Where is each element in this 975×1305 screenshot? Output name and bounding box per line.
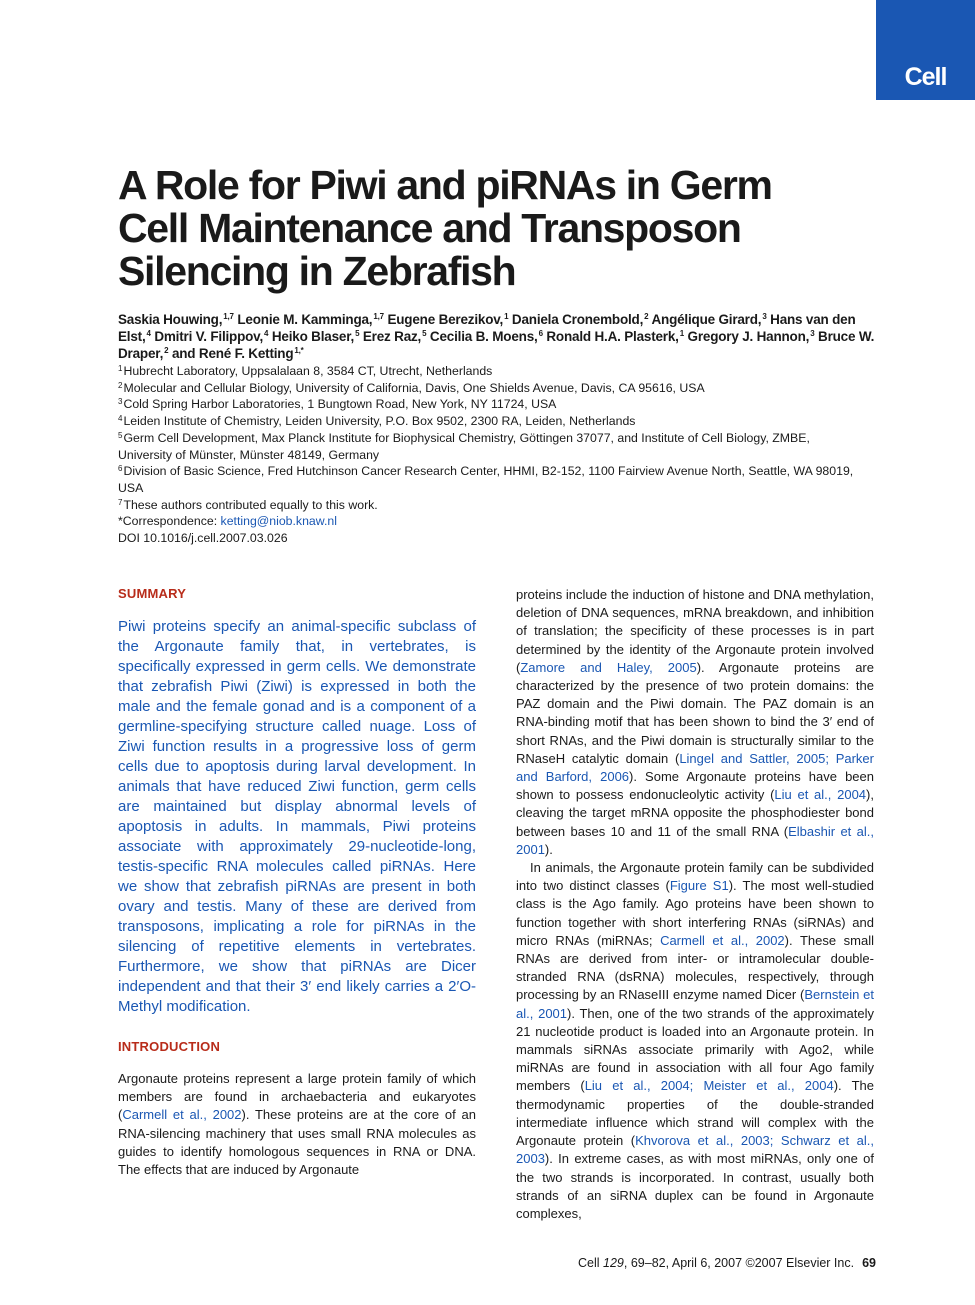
- author-name: Erez Raz,: [362, 329, 422, 344]
- correspondence: [118, 513, 858, 530]
- affiliation-text: Germ Cell Development, Max Planck Institute for Biophysical Chemistry, Göttingen 37077, and Institute of Cell Biology, ZMBE, University of Münster, Münster 48149, Germany: [118, 430, 810, 462]
- affiliation-item: [118, 497, 858, 514]
- reference-link[interactable]: Carmell et al., 2002: [660, 932, 785, 948]
- author-name: Gregory J. Hannon,: [687, 329, 810, 344]
- affiliation-text: These authors contributed equally to this work.: [123, 497, 378, 512]
- author-name: Saskia Houwing,: [118, 312, 223, 327]
- author-name: Daniela Cronembold,: [511, 312, 644, 327]
- footer-volume: 129: [603, 1256, 624, 1270]
- text-run: ). Argonaute proteins are characterized by the presence of two protein domains: the PAZ domain and the Piwi domain. The PAZ domain is an RNA-binding motif that has been shown to bind the 3′ end of short RNAs, and the Piwi domain is structurally similar to the RNaseH catalytic domain (: [516, 659, 874, 766]
- affiliation-item: [118, 463, 858, 496]
- author-list: [118, 311, 878, 362]
- text-run: proteins include the induction of histone and DNA methylation, deletion of DNA sequences, mRNA breakdown, and inhibition of translation; the specificity of these processes is in part determined by the identity of the Argonaute protein involved (: [516, 587, 874, 675]
- reference-link[interactable]: Zamore and Haley, 2005: [520, 659, 697, 675]
- affiliation-text: Hubrecht Laboratory, Uppsalalaan 8, 3584 CT, Utrecht, Netherlands: [123, 364, 493, 378]
- text-run: ). These small RNAs are derived from inter- or intramolecular double-stranded RNA (dsRNA) molecules, respectively, through processing by an RNaseIII enzyme named Dicer (: [516, 932, 874, 1003]
- affiliation-number: 1: [118, 364, 123, 373]
- affiliations: [118, 363, 858, 547]
- author-affiliation-marker: 4: [146, 329, 151, 338]
- author-name: Leonie M. Kamminga,: [237, 312, 373, 327]
- author-name: Cecilia B. Moens,: [429, 329, 538, 344]
- affiliation-number: 6: [118, 464, 123, 474]
- text-run: ), cleaving the target mRNA opposite the phosphodiester bond between bases 10 and 11 of the small RNA (: [516, 787, 874, 839]
- reference-link[interactable]: Elbashir et al., 2001: [516, 823, 874, 857]
- intro-paragraph: [118, 1070, 476, 1179]
- summary-heading: SUMMARY: [118, 586, 187, 601]
- affiliation-number: 4: [118, 414, 123, 424]
- text-run: ). These proteins are at the core of an RNA-silencing machinery that uses small RNA molecules as guides to identify homologous sequences in RNA or DNA. The effects that are induced by Argonaute: [118, 1107, 476, 1178]
- correspondence-email-link[interactable]: ketting@niob.knaw.nl: [220, 514, 337, 529]
- affiliation-text: Leiden Institute of Chemistry, Leiden University, P.O. Box 9502, 2300 RA, Leiden, Netherlands: [123, 414, 636, 429]
- text-run: In animals, the Argonaute protein family can be subdivided into two distinct classes (: [516, 860, 874, 894]
- author-affiliation-marker: 5: [355, 329, 360, 338]
- affiliation-item: [118, 430, 858, 463]
- author-name: Ronald H.A. Plasterk,: [546, 329, 679, 344]
- summary-text: Piwi proteins specify an animal-specific subclass of the Argonaute family that, in vertebrates, is specifically expressed in germ cells. We demonstrate that zebrafish Piwi (Ziwi) is expressed in both the male and the female gonad and is a component of a germline-specifying structure called nuage. Loss of Ziwi function results in a progressive loss of germ cells due to apoptosis during larval development. In animals that have reduced Ziwi function, germ cells are maintained but display abnormal levels of apoptosis in adults. In mammals, Piwi proteins associate with approximately 29-nucleotide-long, testis-specific RNA molecules called piRNAs. Here we show that zebrafish piRNAs are present in both ovary and testis. Many of these are derived from transposons, implicating a role for piRNAs in the silencing of repetitive elements in vertebrates. Furthermore, we show that piRNAs are Dicer independent and that their 3′ end likely carries a 2′O-Methyl modification.: [118, 618, 476, 1015]
- page-number: 69: [862, 1256, 876, 1270]
- author-name: Angélique Girard,: [651, 312, 762, 327]
- introduction-heading: INTRODUCTION: [118, 1039, 221, 1054]
- right-column: [516, 586, 874, 1223]
- text-run: ). The most well-studied class is the Ago family. Ago proteins have been shown to function together with short interfering RNAs (siRNAs) and micro RNAs (miRNAs;: [516, 878, 874, 948]
- author-affiliation-marker: 2: [644, 312, 649, 321]
- doi: DOI 10.1016/j.cell.2007.03.026: [118, 531, 288, 546]
- reference-link[interactable]: Liu et al., 2004; Meister et al., 2004: [584, 1078, 834, 1094]
- author-name: Heiko Blaser,: [271, 329, 355, 344]
- affiliation-number: 3: [118, 397, 123, 407]
- reference-link[interactable]: Lingel and Sattler, 2005; Parker and Barford, 2006: [516, 750, 874, 785]
- author-affiliation-marker: 5: [422, 329, 427, 338]
- affiliation-number: 7: [118, 497, 123, 507]
- author-name: Eugene Berezikov,: [387, 312, 504, 327]
- affiliation-text: Cold Spring Harbor Laboratories, 1 Bungtown Road, New York, NY 11724, USA: [123, 397, 557, 412]
- author-name: Dmitri V. Filippov,: [154, 329, 264, 344]
- author-name: and René F. Ketting: [171, 346, 294, 361]
- affiliation-item: [118, 380, 858, 397]
- text-run: ). Then, one of the two strands of the approximately 21 nucleotide product is loaded into an Argonaute protein. In mammals siRNAs associate primarily with Ago2, while miRNAs are found in association with all four Ago family members (: [516, 1005, 874, 1094]
- left-column: [118, 586, 476, 1179]
- body-paragraph: [516, 859, 874, 1223]
- author-affiliation-marker: 1: [504, 312, 509, 321]
- author-name: Bruce W. Draper,: [118, 329, 875, 361]
- author-affiliation-marker: 2: [164, 346, 169, 355]
- reference-link[interactable]: Carmell et al., 2002: [122, 1107, 242, 1123]
- body-paragraph: [516, 586, 874, 859]
- journal-badge: [876, 0, 975, 100]
- author-affiliation-marker: 1,*: [294, 346, 304, 355]
- affiliation-item: [118, 413, 858, 430]
- author-affiliation-marker: 6: [538, 329, 543, 338]
- affiliation-text: Division of Basic Science, Fred Hutchinson Cancer Research Center, HHMI, B2-152, 1100 Fairview Avenue North, Seattle, WA 98019, USA: [118, 464, 854, 495]
- figure-link[interactable]: Figure S1: [669, 878, 729, 894]
- reference-link[interactable]: Liu et al., 2004: [774, 787, 867, 803]
- affiliation-list: [118, 363, 858, 513]
- footer-citation: Cell: [578, 1256, 604, 1270]
- author-affiliation-marker: 4: [264, 329, 269, 338]
- text-run: ). Some Argonaute proteins have been shown to possess endonucleolytic activity (: [516, 769, 875, 803]
- affiliation-text: Molecular and Cellular Biology, University of California, Davis, One Shields Avenue, Davis, CA 95616, USA: [123, 380, 705, 395]
- journal-name: Cell: [904, 63, 947, 91]
- author-name: Hans van den Elst,: [118, 312, 856, 344]
- affiliation-number: 5: [118, 430, 123, 440]
- text-run: Argonaute proteins represent a large protein family of which members are found in archaebacteria and eukaryotes (: [118, 1071, 476, 1123]
- correspondence-label: *Correspondence:: [118, 514, 221, 529]
- affiliation-item: [118, 363, 858, 380]
- reference-link[interactable]: Khvorova et al., 2003; Schwarz et al., 2003: [516, 1133, 874, 1167]
- text-run: ). The thermodynamic properties of the double-stranded intermediate influence which strand will complex with the Argonaute protein (: [516, 1078, 875, 1149]
- author-affiliation-marker: 3: [810, 329, 815, 338]
- author-affiliation-marker: 3: [762, 312, 767, 321]
- text-run: ).: [544, 841, 553, 857]
- affiliation-item: [118, 396, 858, 413]
- reference-link[interactable]: Bernstein et al., 2001: [516, 987, 874, 1021]
- author-affiliation-marker: 1,7: [373, 312, 384, 321]
- page-footer: [578, 1256, 876, 1270]
- text-run: ). In extreme cases, as with most miRNAs, only one of the two strands is incorporated. In contrast, usually both strands of an siRNA duplex can be found in Argonaute complexes,: [516, 1151, 874, 1221]
- article-title: A Role for Piwi and piRNAs in Germ Cell Maintenance and Transposon Silencing in Zebrafish: [118, 162, 772, 294]
- author-affiliation-marker: 1,7: [223, 312, 234, 321]
- footer-citation-rest: , 69–82, April 6, 2007 ©2007 Elsevier Inc.: [623, 1256, 855, 1270]
- author-affiliation-marker: 1: [679, 329, 684, 338]
- affiliation-number: 2: [118, 380, 123, 390]
